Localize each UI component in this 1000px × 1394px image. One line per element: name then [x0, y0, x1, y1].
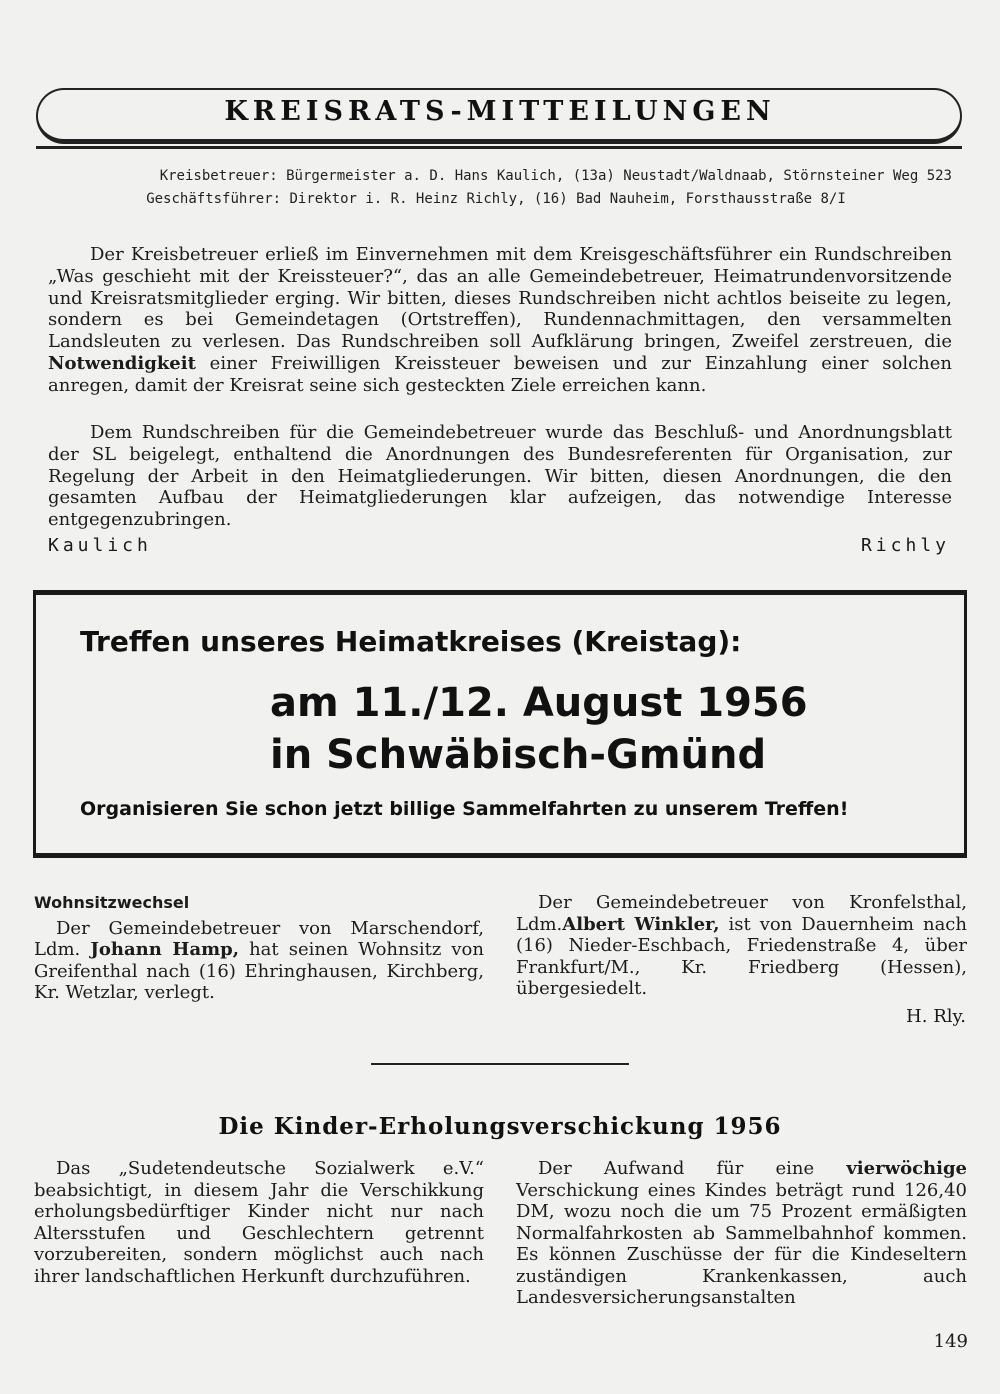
wohnsitz-right-bold: Albert Winkler, [562, 913, 720, 935]
wohnsitz-right-b: ist von Dauernheim nach (16) Nieder-Eschbach, Friedenstraße 4, über Frankfurt/M., Kr. Friedberg (Hessen), übergesiedelt. [516, 913, 967, 999]
wohnsitz-left-bold: Johann Hamp, [90, 939, 239, 960]
section-divider [371, 1063, 629, 1065]
wohnsitz-heading: Wohnsitzwechsel [34, 893, 190, 912]
header-rule [36, 146, 962, 149]
event-date: am 11./12. August 1956 [270, 680, 808, 726]
intro-p1-end: einer Freiwilligen Kreissteuer beweisen und zur Einzahlung einer solchen anregen, damit der Kreisrat seine sich gesteckten Ziele erreichen kann. [48, 352, 952, 396]
wohnsitz-right-column [516, 892, 967, 1000]
kreisbetreuer-line: Kreisbetreuer: Bürgermeister a. D. Hans Kaulich, (13a) Neustadt/Waldnaab, Störnsteiner Weg 523 [159, 168, 952, 184]
kinder-left-text: Das „Sudetendeutsche Sozialwerk e.V.“ beabsichtigt, in diesem Jahr die Verschikkung erholungsbedürftiger Kinder nicht nur nach Altersstufen und Geschlechtern getrennt vorzubereiten, sondern möglichst auch nach ihrer landschaftlichen Herkunft durchzuführen. [34, 1158, 484, 1287]
signature-richly: Richly [860, 535, 950, 556]
geschaeftsfuehrer-line: Geschäftsführer: Direktor i. R. Heinz Richly, (16) Bad Nauheim, Forsthausstraße 8/I [146, 191, 846, 207]
wohnsitz-left-a: Der Gemeindebetreuer von Marschendorf, Ldm. [34, 917, 484, 960]
kinder-right-column [516, 1158, 967, 1309]
event-call-to-action: Organisieren Sie schon jetzt billige Sammelfahrten zu unserem Treffen! [80, 798, 849, 820]
event-heading: Treffen unseres Heimatkreises (Kreistag): [80, 625, 742, 658]
page-title: KREISRATS-MITTEILUNGEN [224, 96, 776, 127]
wohnsitz-left-column [34, 892, 484, 1004]
intro-p2-text: Dem Rundschreiben für die Gemeindebetreuer wurde das Beschluß- und Anordnungsblatt der SL beigelegt, enthaltend die Anordnungen des Bundesreferenten für Organisation, zur Regelung der Arbeit in den Heimatgliederungen. Wir bitten, diesen Anordnungen, die den gesamten Aufbau der Heimatgliederungen klar aufzeigen, das notwendige Interesse entgegenzubringen. [48, 422, 952, 531]
wohnsitz-right-a: Der Gemeindebetreuer von Kronfelsthal, Ldm. [516, 892, 967, 935]
intro-p1-bold: Notwendigkeit [48, 352, 196, 374]
signature-kaulich: Kaulich [48, 535, 152, 556]
wohnsitz-left-b: hat seinen Wohnsitz von Greifenthal nach (16) Ehringhausen, Kirchberg, Kr. Wetzlar, verlegt. [34, 939, 484, 1003]
kinder-section-title: Die Kinder-Erholungsverschickung 1956 [218, 1113, 782, 1140]
intro-paragraph-1 [48, 244, 952, 397]
event-location: in Schwäbisch-Gmünd [270, 732, 767, 778]
intro-paragraph-2 [48, 422, 952, 531]
page-number: 149 [933, 1331, 968, 1352]
intro-p1-text: Der Kreisbetreuer erließ im Einvernehmen mit dem Kreisgeschäftsführer ein Rundschreiben „Was geschieht mit der Kreissteuer?“, das an alle Gemeindebetreuer, Heimatrundenvorsitzende und Kreisratsmitglieder erging. Wir bitten, dieses Rundschreiben nicht achtlos beiseite zu legen, sondern es bei Gemeindetagen (Ortstreffen), Rundennachmittagen, den versammelten Landsleuten zu verlesen. Das Rundschreiben soll Aufklärung bringen, Zweifel zerstreuen, die [48, 244, 952, 353]
wohnsitz-initials: H. Rly. [906, 1006, 966, 1027]
kinder-right-bold: vierwöchige [846, 1158, 967, 1179]
kinder-right-a: Der Aufwand für eine [538, 1158, 815, 1179]
kinder-left-column [34, 1158, 484, 1287]
kinder-right-b: Verschickung eines Kindes beträgt rund 126,40 DM, wozu noch die um 75 Prozent ermäßigten Normalfahrkosten ab Sammelbahnhof kommen. Es können Zuschüsse der für die Kindeseltern zuständigen Krankenkassen, auch Landesversicherungsanstalten [516, 1179, 967, 1308]
